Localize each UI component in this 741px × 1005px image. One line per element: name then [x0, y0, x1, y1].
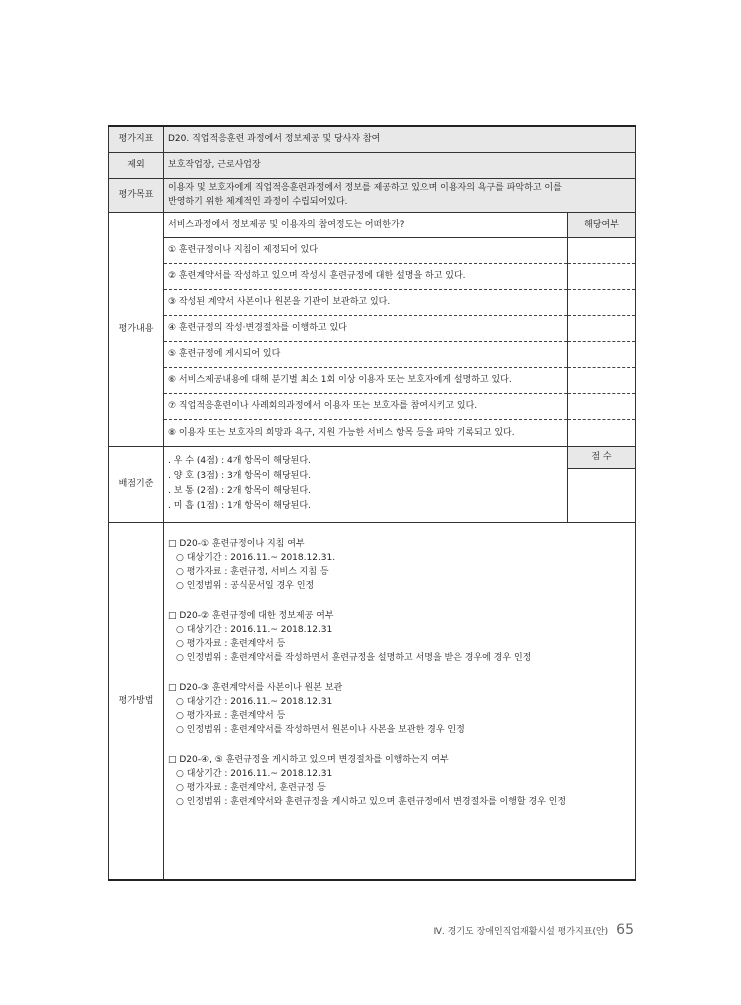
content-item: ② 훈련계약서를 작성하고 있으며 작성시 훈련규정에 대한 설명을 하고 있다.	[164, 263, 568, 289]
applicable-cell[interactable]	[568, 289, 636, 315]
goal-line: 이용자 및 보호자에게 직업적응훈련과정에서 정보를 제공하고 있으며 이용자의 욕구를 파악하고 이를	[168, 183, 562, 193]
method-detail: ○ 인정범위 : 훈련계약서를 작성하면서 훈련규정을 설명하고 서명을 받은 경우에 경우 인정	[176, 652, 532, 663]
scoring-line: . 양 호 (3점) : 3개 항목이 해당된다.	[168, 471, 311, 481]
method-detail: ○ 인정범위 : 공식문서일 경우 인정	[176, 580, 315, 591]
method-detail: ○ 평가자료 : 훈련계약서 등	[176, 710, 286, 721]
scoring-line: . 우 수 (4점) : 4개 항목이 해당된다.	[168, 456, 311, 466]
method-group	[168, 681, 631, 737]
method-group	[168, 753, 631, 809]
applicable-cell[interactable]	[568, 393, 636, 419]
scoring-label: 배점기준	[109, 446, 164, 522]
method-detail: ○ 인정범위 : 훈련계약서를 작성하면서 원본이나 사본을 보관한 경우 인정	[176, 724, 465, 735]
goal-label: 평가목표	[109, 178, 164, 212]
scoring-criteria	[164, 446, 568, 522]
method-detail: ○ 평가자료 : 훈련계약서 등	[176, 638, 286, 649]
content-item: ③ 작성된 계약서 사본이나 원본을 기관이 보관하고 있다.	[164, 289, 568, 315]
applicable-cell[interactable]	[568, 237, 636, 263]
indicator-value: D20. 직업적응훈련 과정에서 정보제공 및 당사자 참여	[164, 126, 636, 152]
method-detail: ○ 평가자료 : 훈련계약서, 훈련규정 등	[176, 782, 326, 793]
method-heading: □ D20-③ 훈련계약서를 사본이나 원본 보관	[168, 682, 343, 693]
method-heading: □ D20-② 훈련규정에 대한 정보제공 여부	[168, 610, 334, 621]
applicable-header: 해당여부	[568, 212, 636, 237]
method-detail: ○ 평가자료 : 훈련규정, 서비스 지침 등	[176, 566, 329, 577]
method-detail: ○ 대상기간 : 2016.11.~ 2018.12.31	[176, 768, 333, 779]
content-item: ⑤ 훈련규정에 게시되어 있다	[164, 341, 568, 367]
score-header: 점 수	[568, 446, 636, 468]
content-item: ⑦ 직업적응훈련이나 사례회의과정에서 이용자 또는 보호자를 참여시키고 있다.	[164, 393, 568, 419]
method-group	[168, 537, 631, 593]
exclusion-value: 보호작업장, 근로사업장	[164, 152, 636, 178]
method-detail: ○ 대상기간 : 2016.11.~ 2018.12.31.	[176, 552, 336, 563]
applicable-cell[interactable]	[568, 263, 636, 289]
method-detail: ○ 인정범위 : 훈련계약서와 훈련규정을 게시하고 있으며 훈련규정에서 변경절차를 이행할 경우 인정	[176, 796, 567, 807]
page-footer	[400, 922, 634, 938]
scoring-line: . 미 흡 (1점) : 1개 항목이 해당된다.	[168, 501, 311, 511]
applicable-cell[interactable]	[568, 315, 636, 341]
goal-value	[164, 178, 636, 212]
applicable-cell[interactable]	[568, 419, 636, 446]
content-item: ⑧ 이용자 또는 보호자의 희망과 욕구, 지원 가능한 서비스 항목 등을 파악 기록되고 있다.	[164, 419, 568, 446]
page-number: 65	[616, 922, 634, 938]
method-detail: ○ 대상기간 : 2016.11.~ 2018.12.31	[176, 624, 333, 635]
evaluation-table	[108, 125, 636, 881]
content-label: 평가내용	[109, 212, 164, 446]
applicable-cell[interactable]	[568, 367, 636, 393]
method-heading: □ D20-④, ⑤ 훈련규정을 게시하고 있으며 변경절차를 이행하는지 여부	[168, 754, 449, 765]
method-detail: ○ 대상기간 : 2016.11.~ 2018.12.31	[176, 696, 333, 707]
exclusion-label: 제외	[109, 152, 164, 178]
content-item: ① 훈련규정이나 지침이 제정되어 있다	[164, 237, 568, 263]
method-heading: □ D20-① 훈련규정이나 지침 여부	[168, 538, 305, 549]
indicator-label: 평가지표	[109, 126, 164, 152]
footer-title: Ⅳ. 경기도 장애인직업재활시설 평가지표(안)	[433, 927, 609, 937]
goal-line: 반영하기 위한 체계적인 과정이 수립되어있다.	[168, 197, 348, 207]
method-label: 평가방법	[109, 522, 164, 880]
method-body	[164, 522, 636, 880]
method-group	[168, 609, 631, 665]
applicable-cell[interactable]	[568, 341, 636, 367]
content-question: 서비스과정에서 정보제공 및 이용자의 참여정도는 어떠한가?	[164, 212, 568, 237]
content-item: ④ 훈련규정의 작성·변경절차를 이행하고 있다	[164, 315, 568, 341]
score-cell[interactable]	[568, 468, 636, 522]
scoring-line: . 보 통 (2점) : 2개 항목이 해당된다.	[168, 486, 311, 496]
content-item: ⑥ 서비스제공내용에 대해 분기별 최소 1회 이상 이용자 또는 보호자에게 설명하고 있다.	[164, 367, 568, 393]
